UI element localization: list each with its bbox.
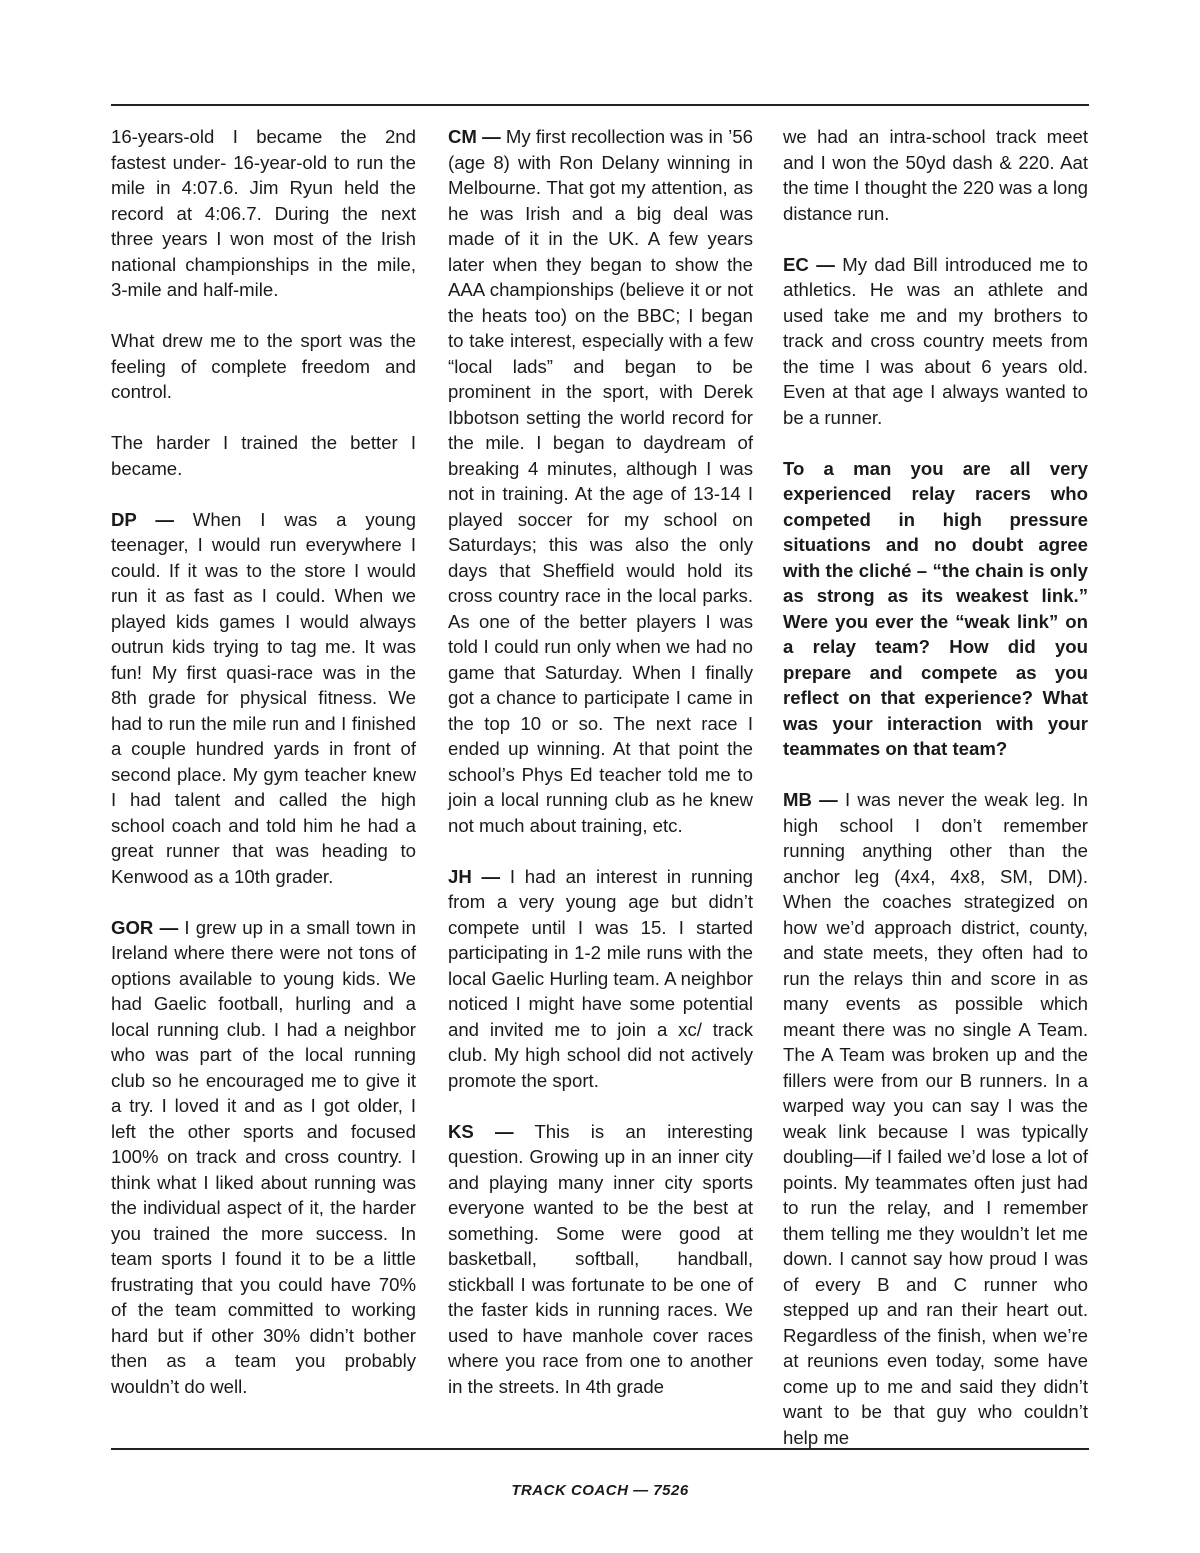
speaker-initials: JH — [448,865,501,887]
column-1 [111,124,416,1399]
paragraph: EC — My dad Bill introduced me to athletics. He was an athlete and used take me and my brothers to track and cross country meets from the time I was about 6 years old. Even at that age I always wanted to be a runner. [783,253,1088,428]
page-footer: TRACK COACH — 7526 [511,1482,689,1499]
paragraph: DP — When I was a young teenager, I would run everywhere I could. If it was to the store I would run it as fast as I could. When we played kids games I would always outrun kids trying to tag me. It was fun! My first quasi-race was in the 8th grade for physical fitness. We had to run the mile run and I finished a couple hundred yards in front of second place. My gym teacher knew I had talent and called the high school coach and told him he had a great runner that was heading to Kenwood as a 10th grader. [111,508,416,887]
speaker-initials: KS — [448,1120,514,1142]
paragraph: KS — This is an interesting question. Growing up in an inner city and playing many inner city sports everyone wanted to be the best at something. Some were good at basketball, softball, handball, stickball I was fortunate to be one of the faster kids in running races. We used to have manhole cover races where you race from one to another in the streets. In 4th grade [448,1120,753,1397]
paragraph: CM — My first recollection was in ’56 (age 8) with Ron Delany winning in Melbourne. That got my attention, as he was Irish and a big deal was made of it in the UK. A few years later when they began to show the AAA championships (believe it or not the heats too) on the BBC; I began to take interest, especially with a few “local lads” and began to be prominent in the sport, with Derek Ibbotson setting the world record for the mile. I began to daydream of breaking 4 minutes, although I was not in training. At the age of 13-14 I played soccer for my school on Saturdays; this was also the only days that Sheffield would hold its cross country race in the local parks. As one of the better players I was told I could run only when we had no game that Saturday. When I finally got a chance to participate I came in the top 10 or so. The next race I ended up winning. At that point the school’s Phys Ed teacher told me to join a local running club as he knew not much about training, etc. [448,126,753,836]
speaker-initials: MB — [783,789,838,810]
top-rule [111,104,1089,106]
speaker-initials: GOR — [111,916,179,938]
bottom-rule [111,1448,1089,1450]
paragraph: MB — I was never the weak leg. In high school I don’t remember running anything other than the anchor leg (4x4, 4x8, SM, DM). When the coaches strategized on how we’d approach district, county, and state meets, they often had to run the relays thin and score in as many events as possible which meant there was no single A Team. The A Team was broken up and the fillers were from our B runners. In a warped way you can say I was the weak link because I was typically doubling—if I failed we’d lose a lot of points. My teammates often just had to run the relay, and I remember them telling me they wouldn’t let me down. I cannot say how proud I was of every B and C runner who stepped up and ran their heart out. Regardless of the finish, when we’re at reunions even today, some have come up to me and said they didn’t want to be that guy who couldn’t help me [783,789,1088,1448]
paragraph: we had an intra-school track meet and I won the 50yd dash & 220. Aat the time I thought the 220 was a long distance run. [783,126,1088,224]
column-2 [448,124,753,1399]
paragraph: What drew me to the sport was the feeling of complete freedom and control. [111,330,416,402]
paragraph: JH — I had an interest in running from a very young age but didn’t compete until I was 15. I started participating in 1-2 mile runs with the local Gaelic Hurling team. A neighbor noticed I might have some potential and invited me to join a xc/ track club. My high school did not actively promote the sport. [448,865,754,1091]
interview-question: To a man you are all very experienced relay racers who competed in high pressure situations and no doubt agree with the cliché – “the chain is only as strong as its weakest link.” Were you ever the “weak link” on a relay team? How did you prepare and compete as you reflect on that experience? What was your interaction with your teammates on that team? [783,457,1088,759]
paragraph: 16-years-old I became the 2nd fastest under- 16-year-old to run the mile in 4:07.6. Jim Ryun held the record at 4:06.7. During the next three years I won most of the Irish national championships in the mile, 3-mile and half-mile. [111,126,416,300]
speaker-initials: EC — [783,253,835,275]
paragraph: The harder I trained the better I became. [111,432,416,479]
speaker-initials: CM — [448,126,501,147]
paragraph: GOR — I grew up in a small town in Ireland where there were not tons of options available to young kids. We had Gaelic football, hurling and a local running club. I had a neighbor who was part of the local running club so he encouraged me to give it a try. I loved it and as I got older, I left the other sports and focused 100% on track and cross country. I think what I liked about running was the individual aspect of it, the harder you trained the more success. In team sports I found it to be a little frustrating that you could have 70% of the team committed to working hard but if other 30% didn’t bother then as a team you probably wouldn’t do well. [111,916,416,1397]
speaker-initials: DP — [111,508,174,530]
column-3 [783,124,1088,1450]
